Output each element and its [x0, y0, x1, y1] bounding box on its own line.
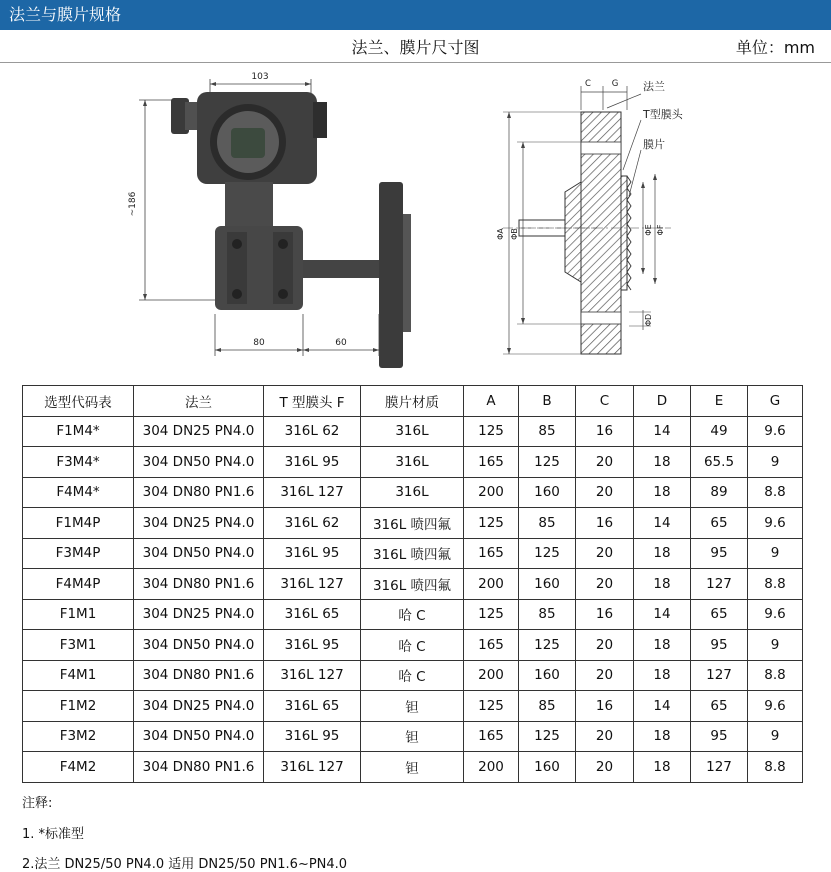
dim-height-label: ~186	[128, 191, 138, 217]
note-item: 2.法兰 DN25/50 PN4.0 适用 DN25/50 PN1.6~PN4.0	[22, 857, 348, 872]
table-cell: F1M4*	[23, 416, 134, 447]
dim-width-label: 103	[251, 72, 269, 82]
table-cell: 316L	[361, 477, 464, 508]
table-cell: 316L 95	[264, 630, 361, 661]
table-cell: 304 DN25 PN4.0	[134, 599, 264, 630]
table-cell: 钽	[361, 721, 464, 752]
table-cell: 钽	[361, 691, 464, 722]
table-cell: F3M4*	[23, 447, 134, 478]
table-cell: 316L 62	[264, 416, 361, 447]
table-cell: 316L 65	[264, 691, 361, 722]
table-cell: 125	[519, 447, 576, 478]
table-cell: 16	[576, 508, 634, 539]
note-item: 1. *标准型	[22, 827, 85, 842]
table-cell: 95	[691, 721, 748, 752]
table-cell: 18	[634, 752, 691, 783]
t-head-callout: T型膜头	[643, 108, 683, 121]
table-cell: 18	[634, 477, 691, 508]
table-cell: 200	[464, 569, 519, 600]
table-cell: 304 DN50 PN4.0	[134, 721, 264, 752]
table-cell: 316L 127	[264, 569, 361, 600]
col-header-g: G	[748, 386, 803, 417]
dim-c-label: C	[585, 79, 591, 89]
table-cell: F3M4P	[23, 538, 134, 569]
table-cell: 14	[634, 416, 691, 447]
table-cell: 钽	[361, 752, 464, 783]
table-cell: 20	[576, 752, 634, 783]
table-row	[23, 630, 803, 661]
col-header-e: E	[691, 386, 748, 417]
table-cell: 316L 95	[264, 721, 361, 752]
notes-title: 注释:	[22, 796, 53, 811]
table-cell: 14	[634, 691, 691, 722]
table-cell: 127	[691, 660, 748, 691]
table-cell: 304 DN50 PN4.0	[134, 447, 264, 478]
table-cell: 316L 喷四氟	[361, 538, 464, 569]
figure-caption: 法兰、膜片尺寸图	[351, 38, 480, 57]
table-cell: 125	[519, 721, 576, 752]
table-cell: F4M4*	[23, 477, 134, 508]
table-row	[23, 599, 803, 630]
table-cell: 14	[634, 599, 691, 630]
table-cell: 65	[691, 691, 748, 722]
dim-g-label: G	[611, 79, 619, 89]
table-cell: 95	[691, 538, 748, 569]
table-cell: 304 DN50 PN4.0	[134, 538, 264, 569]
table-cell: 8.8	[748, 569, 803, 600]
table-cell: 89	[691, 477, 748, 508]
table-cell: 165	[464, 721, 519, 752]
table-cell: 200	[464, 477, 519, 508]
table-cell: 65.5	[691, 447, 748, 478]
table-cell: 160	[519, 477, 576, 508]
table-cell: 125	[464, 599, 519, 630]
dim-f-label: ΦF	[656, 224, 665, 236]
table-cell: 304 DN25 PN4.0	[134, 416, 264, 447]
diaphragm-callout: 膜片	[643, 138, 665, 151]
table-cell: 304 DN80 PN1.6	[134, 752, 264, 783]
flange-callout: 法兰	[643, 80, 665, 93]
table-cell: 160	[519, 752, 576, 783]
table-cell: 125	[464, 691, 519, 722]
col-header-code: 选型代码表	[23, 386, 134, 417]
table-cell: 9	[748, 630, 803, 661]
col-header-flange: 法兰	[134, 386, 264, 417]
table-cell: 9.6	[748, 508, 803, 539]
table-cell: 哈 C	[361, 660, 464, 691]
unit-label: 单位：mm	[735, 38, 815, 57]
table-cell: 9	[748, 721, 803, 752]
table-cell: 20	[576, 477, 634, 508]
transmitter-illustration	[123, 64, 423, 376]
table-cell: 304 DN25 PN4.0	[134, 691, 264, 722]
table-cell: 65	[691, 508, 748, 539]
table-cell: 14	[634, 508, 691, 539]
table-cell: 125	[464, 416, 519, 447]
table-cell: 165	[464, 630, 519, 661]
table-cell: 316L 62	[264, 508, 361, 539]
table-cell: 165	[464, 538, 519, 569]
table-row	[23, 416, 803, 447]
table-cell: 9	[748, 538, 803, 569]
table-cell: 20	[576, 447, 634, 478]
table-cell: 316L 127	[264, 752, 361, 783]
table-cell: 85	[519, 508, 576, 539]
section-title: 法兰与膜片规格	[9, 5, 122, 24]
table-cell: 20	[576, 660, 634, 691]
table-cell: 20	[576, 569, 634, 600]
table-row	[23, 447, 803, 478]
table-cell: 125	[519, 630, 576, 661]
table-row	[23, 508, 803, 539]
col-header-d: D	[634, 386, 691, 417]
dimension-drawing	[123, 64, 703, 376]
table-cell: 20	[576, 630, 634, 661]
table-cell: 85	[519, 691, 576, 722]
table-row	[23, 477, 803, 508]
table-cell: 304 DN25 PN4.0	[134, 508, 264, 539]
divider	[0, 62, 831, 63]
table-cell: 200	[464, 752, 519, 783]
table-cell: 316L 喷四氟	[361, 508, 464, 539]
table-cell: F3M2	[23, 721, 134, 752]
table-cell: 165	[464, 447, 519, 478]
table-cell: 304 DN50 PN4.0	[134, 630, 264, 661]
table-cell: 304 DN80 PN1.6	[134, 477, 264, 508]
table-cell: 125	[464, 508, 519, 539]
col-header-material: 膜片材质	[361, 386, 464, 417]
table-cell: 9.6	[748, 599, 803, 630]
table-header-row	[23, 386, 803, 417]
table-cell: 125	[519, 538, 576, 569]
dim-d-label: ΦD	[644, 313, 653, 327]
table-row	[23, 569, 803, 600]
table-cell: 127	[691, 569, 748, 600]
table-cell: 18	[634, 447, 691, 478]
table-cell: 8.8	[748, 752, 803, 783]
table-cell: F1M1	[23, 599, 134, 630]
table-cell: 304 DN80 PN1.6	[134, 660, 264, 691]
table-cell: 18	[634, 630, 691, 661]
table-cell: 9	[748, 447, 803, 478]
table-cell: 316L 127	[264, 660, 361, 691]
dim-body-label: 80	[253, 338, 265, 348]
table-cell: F3M1	[23, 630, 134, 661]
col-header-a: A	[464, 386, 519, 417]
table-row	[23, 691, 803, 722]
table-cell: 85	[519, 416, 576, 447]
table-cell: 316L	[361, 447, 464, 478]
dim-e-label: ΦE	[644, 224, 653, 236]
col-header-b: B	[519, 386, 576, 417]
table-cell: 316L 95	[264, 447, 361, 478]
table-cell: 160	[519, 660, 576, 691]
table-cell: 18	[634, 721, 691, 752]
table-cell: 18	[634, 538, 691, 569]
table-row	[23, 721, 803, 752]
table-cell: 316L 95	[264, 538, 361, 569]
dim-b-label: ΦB	[510, 228, 519, 240]
table-cell: 20	[576, 721, 634, 752]
table-cell: 316L 喷四氟	[361, 569, 464, 600]
table-cell: 95	[691, 630, 748, 661]
table-cell: 9.6	[748, 416, 803, 447]
table-cell: 85	[519, 599, 576, 630]
table-cell: 200	[464, 660, 519, 691]
table-row	[23, 752, 803, 783]
table-cell: 9.6	[748, 691, 803, 722]
table-cell: 8.8	[748, 477, 803, 508]
table-cell: 49	[691, 416, 748, 447]
dim-a-label: ΦA	[496, 228, 505, 240]
table-cell: 65	[691, 599, 748, 630]
table-cell: 哈 C	[361, 630, 464, 661]
table-cell: 304 DN80 PN1.6	[134, 569, 264, 600]
col-header-t-head: T 型膜头 F	[264, 386, 361, 417]
table-cell: F1M2	[23, 691, 134, 722]
table-cell: 127	[691, 752, 748, 783]
table-cell: 8.8	[748, 660, 803, 691]
table-cell: 16	[576, 599, 634, 630]
table-cell: 316L	[361, 416, 464, 447]
table-row	[23, 538, 803, 569]
table-cell: 哈 C	[361, 599, 464, 630]
table-cell: 316L 65	[264, 599, 361, 630]
table-cell: F4M4P	[23, 569, 134, 600]
table-cell: 160	[519, 569, 576, 600]
table-cell: F4M1	[23, 660, 134, 691]
figure-caption-row	[0, 36, 831, 60]
table-cell: 18	[634, 660, 691, 691]
table-cell: 18	[634, 569, 691, 600]
table-cell: 16	[576, 691, 634, 722]
table-cell: 16	[576, 416, 634, 447]
table-cell: F4M2	[23, 752, 134, 783]
flange-spec-table	[22, 385, 803, 783]
table-row	[23, 660, 803, 691]
col-header-c: C	[576, 386, 634, 417]
table-cell: 20	[576, 538, 634, 569]
section-header	[0, 0, 831, 30]
table-cell: 316L 127	[264, 477, 361, 508]
dim-extension-label: 60	[335, 338, 347, 348]
table-cell: F1M4P	[23, 508, 134, 539]
